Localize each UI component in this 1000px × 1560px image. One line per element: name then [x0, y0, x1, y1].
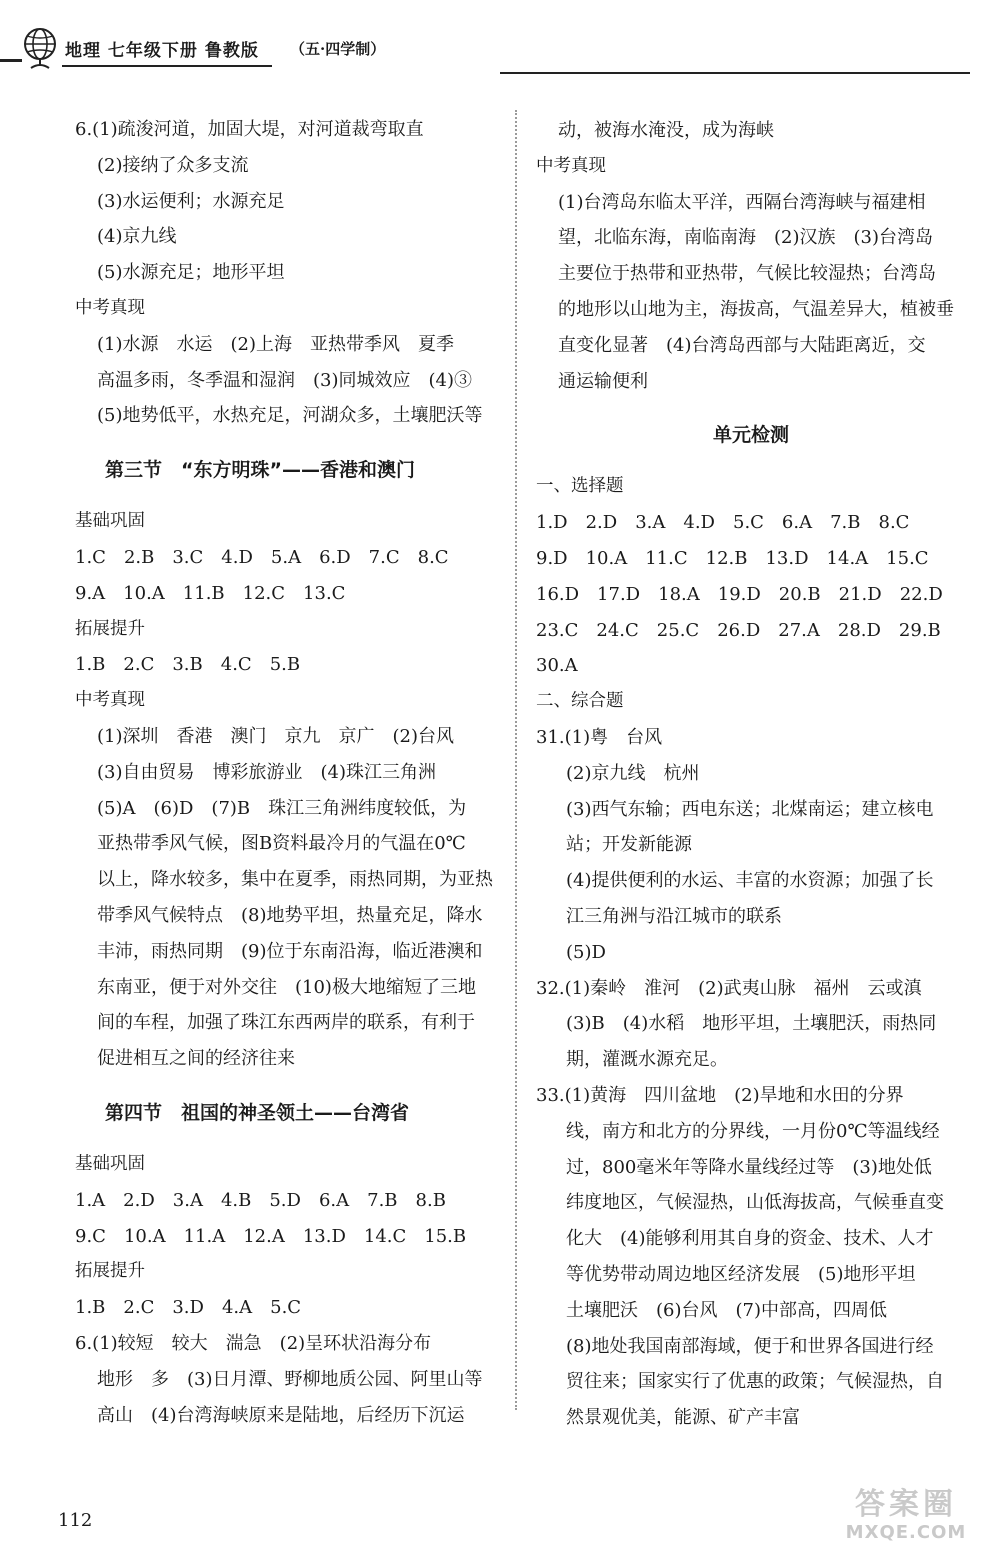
- answer-line: (3)水运便利；水源充足: [97, 190, 285, 212]
- answer-line: 1.B 2.C 3.D 4.A 5.C: [75, 1297, 302, 1319]
- answer-line: 动，被海水淹没，成为海峡: [558, 120, 774, 141]
- left-answer-column: [75, 112, 525, 1433]
- right-answer-column: [536, 113, 966, 1436]
- header-rule: [62, 65, 272, 67]
- answer-line: 江三角洲与沿江城市的联系: [566, 905, 782, 927]
- answer-line: 线，南方和北方的分界线，一月份0℃等温线经: [566, 1120, 940, 1142]
- answer-line: 高温多雨，冬季温和湿润 (3)同城效应 (4)③: [97, 369, 472, 391]
- answer-line: 23.C 24.C 25.C 26.D 27.A 28.D 29.B: [536, 619, 941, 641]
- answer-line: 东南亚，便于对外交往 (10)极大地缩短了三地: [97, 976, 476, 998]
- answer-line: 主要位于热带和亚热带，气候比较湿热；台湾岛: [558, 263, 936, 285]
- page-header: [0, 22, 1000, 82]
- book-title: 地理 七年级下册 鲁教版: [65, 41, 259, 61]
- section-title: 第三节 “东方明珠”——香港和澳门: [105, 459, 415, 482]
- header-rule-right: [500, 72, 970, 74]
- answer-line: 等优势带动周边地区经济发展 (5)地形平坦: [566, 1263, 916, 1285]
- answer-line: 站；开发新能源: [566, 834, 692, 856]
- answer-line: 6.(1)疏浚河道，加固大堤，对河道裁弯取直: [75, 119, 424, 140]
- answer-line: (5)地势低平，水热充足，河湖众多，土壤肥沃等: [97, 405, 483, 427]
- answer-line: (2)接纳了众多支流: [97, 154, 249, 176]
- answer-line: 的地形以山地为主，海拔高，气温差异大，植被垂: [558, 298, 954, 320]
- answer-line: (5)A (6)D (7)B 珠江三角洲纬度较低，为: [97, 797, 467, 819]
- answer-line: 通运输便利: [558, 370, 648, 392]
- page-number: 112: [58, 1510, 93, 1531]
- column-divider: [515, 110, 517, 1410]
- answer-line: 以上，降水较多，集中在夏季，雨热同期，为亚热: [97, 869, 493, 891]
- answer-line: 高山 (4)台湾海峡原来是陆地，后经历下沉运: [97, 1404, 465, 1426]
- subsection-heading: 拓展提升: [75, 1261, 145, 1282]
- answer-line: (5)水源充足；地形平坦: [97, 262, 285, 284]
- answer-line: 土壤肥沃 (6)台风 (7)中部高，四周低: [566, 1299, 887, 1321]
- section-title: 第四节 祖国的神圣领土——台湾省: [105, 1101, 410, 1124]
- answer-line: 1.D 2.D 3.A 4.D 5.C 6.A 7.B 8.C: [536, 512, 910, 534]
- answer-line: 30.A: [536, 655, 578, 677]
- answer-line: (3)B (4)水稻 地形平坦，土壤肥沃，雨热同: [566, 1013, 937, 1035]
- answer-line: (1)深圳 香港 澳门 京九 京广 (2)台风: [97, 725, 454, 747]
- subsection-heading: 二、综合题: [536, 691, 624, 712]
- edition-label: （五·四学制）: [290, 40, 386, 58]
- globe-icon: [20, 26, 60, 70]
- subsection-heading: 基础巩固: [75, 511, 145, 532]
- answer-line: 促进相互之间的经济往来: [97, 1048, 295, 1070]
- answer-line: 望，北临东海，南临南海 (2)汉族 (3)台湾岛: [558, 227, 933, 249]
- subsection-heading: 中考真现: [536, 155, 606, 176]
- subsection-heading: 中考真现: [75, 690, 145, 711]
- answer-line: 化大 (4)能够利用其自身的资金、技术、人才: [566, 1228, 934, 1250]
- answer-line: (1)台湾岛东临太平洋，西隔台湾海峡与福建相: [558, 191, 926, 213]
- answer-line: 纬度地区，气候湿热，山低海拔高，气候垂直变: [566, 1192, 944, 1214]
- answer-line: (8)地处我国南部海域，便于和世界各国进行经: [566, 1335, 934, 1357]
- answer-line: 1.B 2.C 3.B 4.C 5.B: [75, 654, 301, 676]
- answer-line: 间的车程，加强了珠江东西两岸的联系，有利于: [97, 1012, 475, 1034]
- answer-line: 期，灌溉水源充足。: [566, 1049, 728, 1071]
- answer-line: 然景观优美，能源、矿产丰富: [566, 1407, 800, 1429]
- answer-line: 9.C 10.A 11.A 12.A 13.D 14.C 15.B: [75, 1225, 467, 1247]
- watermark-logo: 答案圈 MXQE.COM: [845, 1487, 967, 1543]
- answer-line: 过，800毫米年等降水量线经过等 (3)地处低: [566, 1156, 932, 1178]
- answer-line: 1.C 2.B 3.C 4.D 5.A 6.D 7.C 8.C: [75, 546, 449, 568]
- answer-line: (3)西气东输；西电东送；北煤南运；建立核电: [566, 798, 934, 820]
- subsection-heading: 中考真现: [75, 297, 145, 318]
- answer-line: 贸往来；国家实行了优惠的政策；气候湿热，自: [566, 1371, 944, 1393]
- answer-line: 6.(1)较短 较大 湍急 (2)呈环状沿海分布: [75, 1332, 432, 1354]
- answer-line: (3)自由贸易 博彩旅游业 (4)珠江三角洲: [97, 761, 436, 783]
- answer-line: 31.(1)粤 台风: [536, 726, 663, 748]
- answer-line: 直变化显著 (4)台湾岛西部与大陆距离近，交: [558, 334, 926, 356]
- answer-line: 1.A 2.D 3.A 4.B 5.D 6.A 7.B 8.B: [75, 1189, 446, 1211]
- answer-line: (1)水源 水运 (2)上海 亚热带季风 夏季: [97, 333, 454, 355]
- answer-line: 带季风气候特点 (8)地势平坦，热量充足，降水: [97, 904, 483, 926]
- answer-line: (4)提供便利的水运、丰富的水资源；加强了长: [566, 870, 934, 892]
- answer-line: 33.(1)黄海 四川盆地 (2)旱地和水田的分界: [536, 1084, 904, 1106]
- answer-line: 地形 多 (3)日月潭、野柳地质公园、阿里山等: [97, 1368, 483, 1390]
- answer-line: 9.A 10.A 11.B 12.C 13.C: [75, 582, 346, 604]
- answer-line: (2)京九线 杭州: [566, 762, 700, 784]
- header-lead-line: [0, 59, 22, 62]
- answer-line: 9.D 10.A 11.C 12.B 13.D 14.A 15.C: [536, 547, 929, 569]
- answer-line: 亚热带季风气候，图B资料最冷月的气温在0℃: [97, 833, 466, 855]
- answer-line: 丰沛，雨热同期 (9)位于东南沿海，临近港澳和: [97, 940, 483, 962]
- answer-line: 16.D 17.D 18.A 19.D 20.B 21.D 22.D: [536, 583, 943, 605]
- answer-line: (4)京九线: [97, 226, 177, 248]
- answer-line: 32.(1)秦岭 淮河 (2)武夷山脉 福州 云或滇: [536, 977, 922, 999]
- answer-line: (5)D: [566, 941, 606, 963]
- subsection-heading: 拓展提升: [75, 618, 145, 639]
- section-title: 单元检测: [712, 424, 789, 447]
- subsection-heading: 一、选择题: [536, 476, 624, 497]
- subsection-heading: 基础巩固: [75, 1153, 145, 1174]
